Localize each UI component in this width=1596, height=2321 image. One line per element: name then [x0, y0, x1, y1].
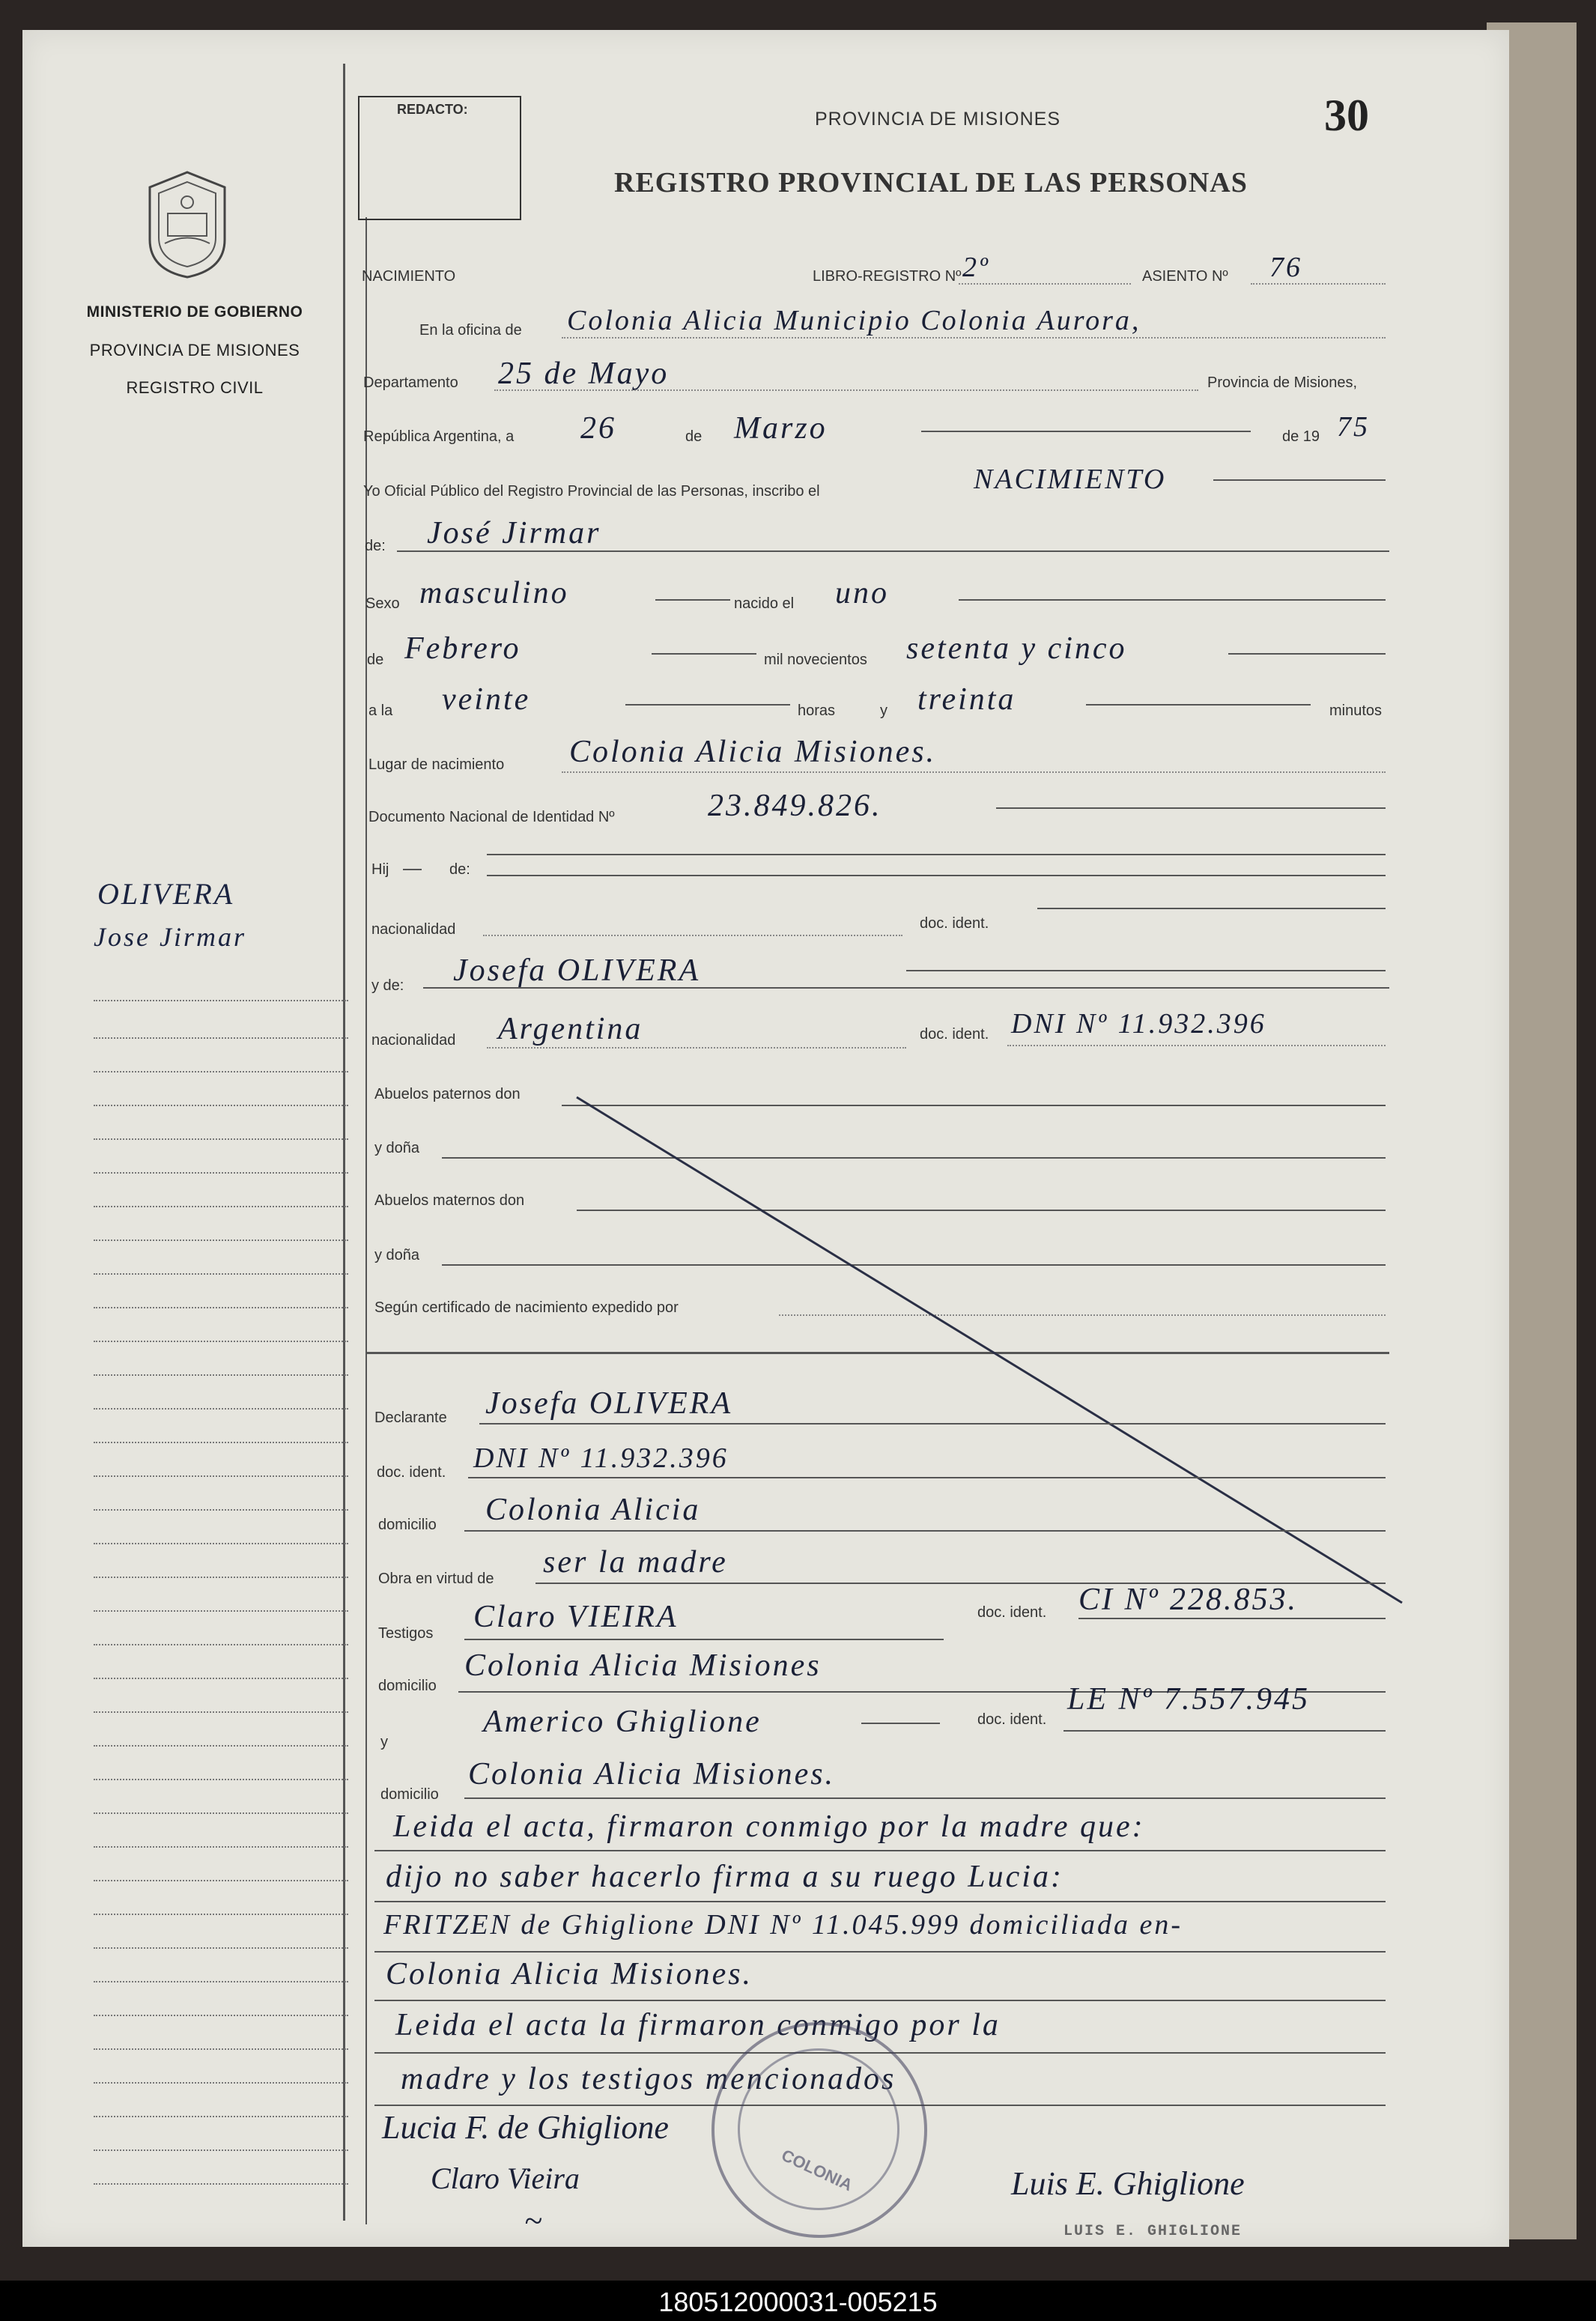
nacionalidad-2-value: Argentina: [498, 1012, 643, 1046]
libro-label: LIBRO-REGISTRO Nº: [813, 268, 962, 285]
note-line-2: dijo no saber hacerlo firma a su ruego Lucia:: [386, 1860, 1064, 1894]
obra-label: Obra en virtud de: [378, 1571, 494, 1587]
domicilio-3-value: Colonia Alicia Misiones.: [468, 1757, 836, 1791]
domicilio-2-value: Colonia Alicia Misiones: [464, 1648, 822, 1683]
ministry-line-2: PROVINCIA DE MISIONES: [89, 341, 300, 359]
signature-luis: Luis E. Ghiglione: [1011, 2165, 1245, 2202]
domicilio-3-line: [464, 1797, 1386, 1799]
inscribo-value: NACIMIENTO: [974, 464, 1167, 495]
declarante-value: Josefa OLIVERA: [485, 1386, 733, 1421]
sexo-value: masculino: [419, 576, 569, 610]
testigo-2-line: [861, 1723, 940, 1724]
y-madre-label: y de:: [371, 977, 404, 994]
de2-label: de: [367, 652, 384, 668]
note-line-5: Leida el acta la firmaron conmigo por la: [395, 2008, 1001, 2042]
note-line-6: madre y los testigos mencionados: [401, 2062, 896, 2096]
domicilio-1-value: Colonia Alicia: [485, 1493, 701, 1527]
redacto-label: REDACTO:: [397, 102, 468, 117]
de19-label: de 19: [1282, 428, 1320, 445]
asiento-value: 76: [1269, 252, 1302, 283]
typed-official-name: LUIS E. GHIGLIONE: [1064, 2223, 1242, 2240]
note-line-3: FRITZEN de Ghiglione DNI Nº 11.045.999 domiciliada en-: [383, 1909, 1183, 1941]
minutos-label: minutos: [1329, 703, 1383, 719]
nacido-value: uno: [835, 576, 889, 610]
page-number: 30: [1324, 91, 1369, 140]
domicilio-2-label: domicilio: [378, 1678, 437, 1694]
hijo-label: Hij: [371, 861, 389, 878]
signature-claro: Claro Vieira: [431, 2161, 580, 2195]
testigo-2-value: Americo Ghiglione: [483, 1705, 762, 1739]
madre-value: Josefa OLIVERA: [453, 953, 701, 988]
declarante-label: Declarante: [374, 1410, 447, 1426]
sexo-label: Sexo: [365, 595, 400, 612]
anio-value: 75: [1337, 411, 1370, 443]
stamp-text: COLONIA: [778, 2145, 856, 2195]
anio-nac-value: setenta y cinco: [906, 631, 1127, 666]
testigo-1-doc-label: doc. ident.: [977, 1604, 1047, 1621]
note-underline-4: [374, 2000, 1386, 2001]
mil-label: mil novecientos: [764, 652, 867, 668]
oficial-label: Yo Oficial Público del Registro Provincial de las Personas, inscribo el: [363, 483, 820, 500]
note-underline-2: [374, 1901, 1386, 1902]
province-title: PROVINCIA DE MISIONES: [815, 109, 1061, 130]
doc-ident-1-label: doc. ident.: [920, 915, 989, 932]
nacido-label: nacido el: [734, 595, 795, 612]
note-line-4: Colonia Alicia Misiones.: [386, 1957, 753, 1991]
note-line-1: Leida el acta, firmaron conmigo por la madre que:: [393, 1809, 1145, 1844]
declarante-doc-line: [468, 1477, 1386, 1478]
testigo-2-doc-label: doc. ident.: [977, 1711, 1047, 1728]
domicilio-3-label: domicilio: [380, 1786, 439, 1803]
testigo-1-doc-value: CI Nº 228.853.: [1078, 1583, 1299, 1617]
signature-lucia: Lucia F. de Ghiglione: [382, 2109, 669, 2146]
libro-value: 2º: [962, 252, 990, 283]
domicilio-1-label: domicilio: [378, 1517, 437, 1533]
image-caption: 180512000031-005215: [658, 2287, 938, 2317]
hora-value: veinte: [442, 682, 531, 717]
y-dona-2-label: y doña: [374, 1247, 420, 1263]
nombre-value: José Jirmar: [427, 516, 601, 550]
testigo-2-doc-line: [1064, 1730, 1386, 1732]
note-underline-3: [374, 1951, 1386, 1953]
official-stamp-inner: [738, 2048, 899, 2210]
domicilio-1-line: [464, 1530, 1386, 1532]
mes-nac-value: Febrero: [404, 631, 521, 666]
signature-scribble: ~: [524, 2203, 542, 2239]
registry-title: REGISTRO PROVINCIAL DE LAS PERSONAS: [614, 167, 1248, 198]
lugar-value: Colonia Alicia Misiones.: [569, 735, 937, 769]
dni-label: Documento Nacional de Identidad Nº: [368, 809, 615, 825]
nacionalidad-1-label: nacionalidad: [371, 921, 456, 938]
y-label: y: [880, 703, 887, 719]
de-label: de: [685, 428, 703, 445]
abuelos-maternos-label: Abuelos maternos don: [374, 1192, 525, 1209]
declarante-line: [479, 1423, 1386, 1425]
declarante-doc-value: DNI Nº 11.932.396: [473, 1442, 729, 1474]
testigo-1-value: Claro VIEIRA: [473, 1600, 679, 1634]
testigos-label: Testigos: [378, 1625, 434, 1642]
testigo-2-doc-value: LE Nº 7.557.945: [1067, 1682, 1311, 1717]
departamento-value: 25 de Mayo: [498, 357, 670, 391]
lugar-label: Lugar de nacimiento: [368, 756, 505, 773]
hijo-de-label: de:: [449, 861, 470, 878]
note-underline-1: [374, 1850, 1386, 1851]
nacionalidad-2-label: nacionalidad: [371, 1032, 456, 1049]
asiento-label: ASIENTO Nº: [1142, 268, 1228, 285]
abuelos-paternos-label: Abuelos paternos don: [374, 1086, 521, 1102]
segun-label: Según certificado de nacimiento expedido por: [374, 1299, 679, 1316]
ala-label: a la: [368, 703, 393, 719]
doc-ident-2-value: DNI Nº 11.932.396: [1011, 1008, 1266, 1040]
ministry-line-1: MINISTERIO DE GOBIERNO: [86, 303, 303, 321]
margin-given-name: Jose Jirmar: [94, 922, 246, 952]
oficina-value: Colonia Alicia Municipio Colonia Aurora,: [567, 305, 1141, 336]
departamento-label: Departamento: [363, 374, 458, 391]
mes-value: Marzo: [734, 411, 828, 446]
y-dona-1-label: y doña: [374, 1140, 420, 1156]
provincia-label: Provincia de Misiones,: [1207, 374, 1358, 391]
nacimiento-label: NACIMIENTO: [362, 268, 456, 285]
dni-value: 23.849.826.: [708, 789, 882, 823]
testigo-1-line: [464, 1639, 944, 1640]
oficina-label: En la oficina de: [419, 322, 522, 339]
ministry-line-3: REGISTRO CIVIL: [126, 378, 264, 397]
doc-ident-2-label: doc. ident.: [920, 1026, 989, 1043]
republica-label: República Argentina, a: [363, 428, 515, 445]
margin-surname: OLIVERA: [97, 877, 235, 911]
dia-value: 26: [580, 411, 616, 446]
declarante-doc-label: doc. ident.: [377, 1464, 446, 1481]
y-2-label: y: [380, 1734, 388, 1750]
testigo-1-doc-line: [1078, 1618, 1386, 1619]
de-nombre-label: de:: [365, 538, 386, 554]
minutos-value: treinta: [917, 682, 1016, 717]
obra-value: ser la madre: [543, 1545, 728, 1580]
horas-label: horas: [798, 703, 836, 719]
